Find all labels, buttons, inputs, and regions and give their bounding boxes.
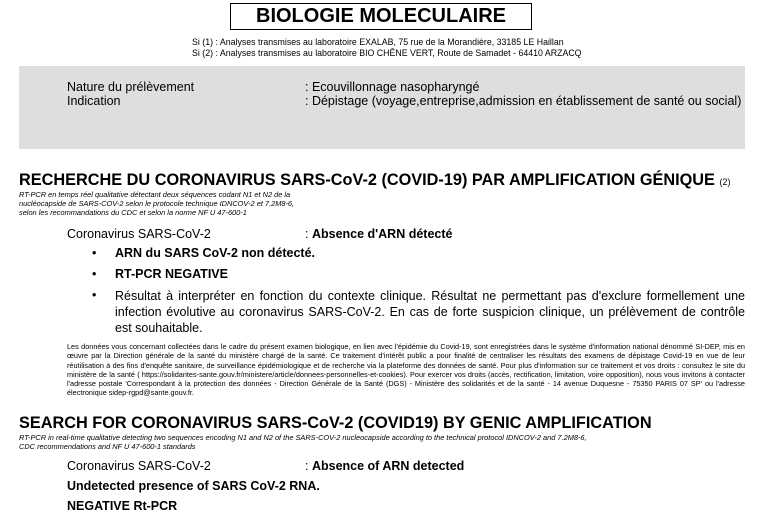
en-method-line: CDC recommendations and NF U 47-600-1 standards [19, 442, 196, 451]
indication-value: : Dépistage (voyage,entreprise,admission en établissement de santé ou social) [305, 94, 742, 108]
bullet-dot: • [92, 288, 97, 302]
en-method-line: RT-PCR in real-time qualitative detecting two sequences encoding N1 and N2 of the SARS-COV-2 nucleocapside according to the technical protocol IDNCOV-2 and 7.2M8-6, [19, 433, 587, 442]
fr-result-prefix: : [305, 227, 312, 241]
fr-method-line: RT-PCR en temps réel qualitative détectant deux séquences codant N1 et N2 de la [19, 190, 291, 199]
en-result-prefix: : [305, 459, 312, 473]
fr-method-line: nucléocapside de SARS-COV-2 selon le protocole technique IDNCOV-2 et 7.2M8-6, [19, 199, 295, 208]
bullet-dot: • [92, 267, 97, 281]
fr-method-line: selon les recommandations du CDC et selon la norme NF U 47-600-1 [19, 208, 247, 217]
lab-line-1: Si (1) : Analyses transmises au laboratoire EXALAB, 75 rue de la Morandière, 33185 LE Haillan [192, 37, 564, 47]
en-method-text [19, 433, 719, 451]
indication-label: Indication [67, 94, 121, 108]
bullet-dot: • [92, 246, 97, 260]
fr-section-heading [19, 171, 730, 190]
page-title: BIOLOGIE MOLECULAIRE [230, 3, 532, 30]
fr-result-label: Coronavirus SARS-CoV-2 [67, 227, 211, 241]
fr-bullet-3: Résultat à interpréter en fonction du contexte clinique. Résultat ne permettant pas d'exclure formellement une infection évolutive au coronavirus SARS-CoV-2. En cas de forte suspicion clinique, un prélèvement de contrôle est souhaitable. [115, 289, 745, 335]
fr-heading-text: RECHERCHE DU CORONAVIRUS SARS-CoV-2 (COVID-19) PAR AMPLIFICATION GÉNIQUE [19, 171, 715, 189]
en-line-1: Undetected presence of SARS CoV-2 RNA. [67, 479, 320, 493]
fr-bullet-2: RT-PCR NEGATIVE [115, 267, 228, 281]
en-result-text: Absence of ARN detected [311, 459, 465, 473]
en-result-value [305, 459, 464, 473]
fr-legal-notice: Les données vous concernant collectées dans le cadre du présent examen biologique, en lien avec l'épidémie du Covid-19, sont enregistrées dans le système d'information national dénommé SI-DEP, mis en œuvre par la Direction générale de la santé du ministère chargé de la santé. Ce traitement d'intérêt public a pour finalité de centraliser les résultats des examens de dépistage Covid-19 en vue de leur réutilisation à des fins d'enquête sanitaire, de surveillance épidémiologique et de recherche via la plateforme des données de santé. Pour plus d'information sur ce traitement et vos droits : consultez le site du ministère de la santé ( https://solidarites-sante.gouv.fr/ministere/article/donnees-personnelles-et-cookies). Pour exercer vos droits (accès, rectification, limitation, voire opposition), nous vous invitons à contacter l'adresse postale 'Correspondant à la protection des données - Direction Générale de la Santé (DGS) - Ministère des solidarités et de la santé - 14 avenue Duquesne - 75350 PARIS 07 SP' ou l'adresse électronique sidep-rgpd@sante.gouv.fr. [67, 342, 745, 398]
fr-heading-note: (2) [719, 177, 731, 187]
sample-nature-label: Nature du prélèvement [67, 80, 195, 94]
lab-line-2: Si (2) : Analyses transmises au laboratoire BIO CHÊNE VERT, Route de Samadet - 64410 ARZACQ [192, 48, 582, 58]
fr-method-text [19, 190, 419, 217]
fr-result-value [305, 227, 452, 241]
en-result-label: Coronavirus SARS-CoV-2 [67, 459, 211, 473]
fr-result-text: Absence d'ARN détecté [311, 227, 453, 241]
en-line-2: NEGATIVE Rt-PCR [67, 499, 178, 513]
fr-bullet-1: ARN du SARS CoV-2 non détecté. [115, 246, 316, 260]
sample-nature-value: : Ecouvillonnage nasopharyngé [305, 80, 480, 94]
en-section-heading: SEARCH FOR CORONAVIRUS SARS-CoV-2 (COVID19) BY GENIC AMPLIFICATION [19, 414, 652, 432]
